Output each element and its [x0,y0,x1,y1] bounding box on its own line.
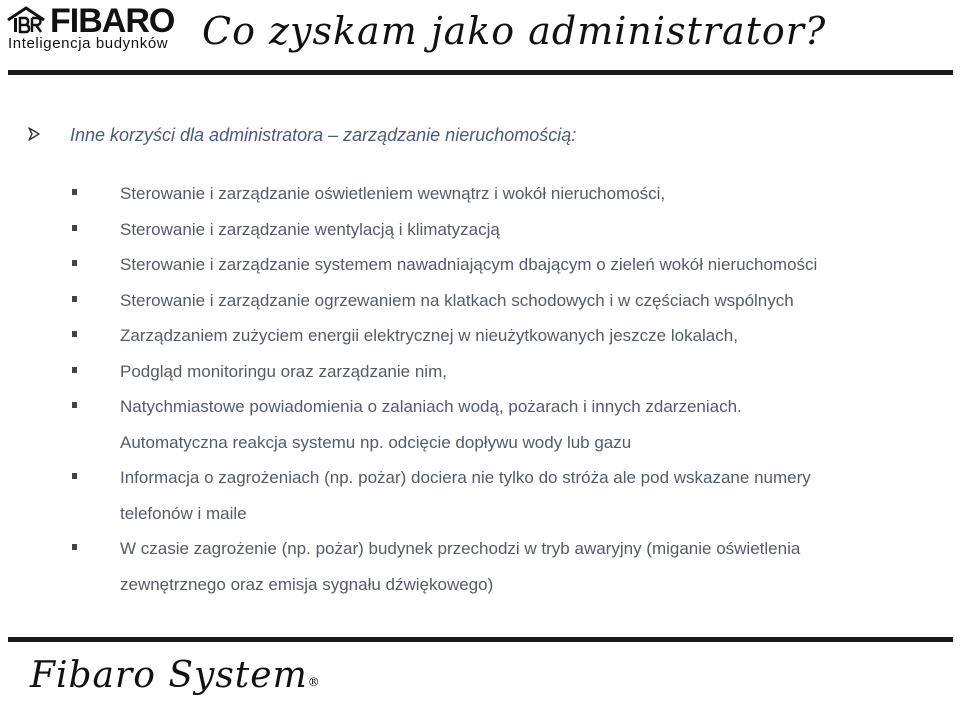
list-item-text: Zarządzaniem zużyciem energii elektrycznej w nieużytkowanych jeszcze lokalach, [120,326,738,345]
house-logo-icon [6,6,46,34]
list-item [70,283,950,319]
list-item-text: Sterowanie i zarządzanie oświetleniem wewnątrz i wokół nieruchomości, [120,184,666,203]
square-bullet-icon [72,402,77,408]
list-item-text: Sterowanie i zarządzanie ogrzewaniem na klatkach schodowych i w częściach wspólnych [120,290,794,310]
square-bullet-icon [72,473,77,479]
list-item-text: telefonów i maile [120,503,247,523]
list-item [70,460,950,496]
list-item [70,212,950,248]
logo-tagline: Inteligencja budynków [8,35,169,52]
list-item-text: zewnętrznego oraz emisja sygnału dźwiękowego) [120,574,494,594]
list-item [70,425,950,461]
list-item [70,176,950,212]
list-item-text: W czasie zagrożenie (np. pożar) budynek przechodzi w tryb awaryjny (miganie oświetlenia [120,539,801,558]
page-title: Co zyskam jako administrator? [202,9,827,53]
list-item [70,318,950,354]
footer-logo-text: Fibaro System [30,655,308,696]
list-item [70,247,950,283]
header [0,0,960,72]
square-bullet-icon [72,260,77,266]
square-bullet-icon [72,544,77,550]
list-item-text: Sterowanie i zarządzanie systemem nawadniającym dbającym o zieleń wokół nieruchomości [120,255,818,274]
list-item [70,567,950,603]
square-bullet-icon [72,225,77,231]
list-item-text: Informacja o zagrożeniach (np. pożar) dociera nie tylko do stróża ale pod wskazane numery [120,468,811,487]
bottom-divider [8,637,953,642]
logo-wordmark: FIBARO [50,2,175,40]
list-item [70,496,950,532]
list-item [70,389,950,425]
fibaro-logo [4,2,184,62]
arrow-bullet-icon [26,126,42,142]
list-item-text: Podgląd monitoringu oraz zarządzanie nim, [120,361,447,381]
registered-mark: ® [307,675,321,689]
square-bullet-icon [72,189,77,195]
square-bullet-icon [72,296,77,302]
list-item-text: Automatyczna reakcja systemu np. odcięcie dopływu wody lub gazu [120,432,632,452]
footer-logo [30,648,321,704]
square-bullet-icon [72,367,77,373]
top-divider [8,70,953,75]
list-item [70,354,950,390]
section-heading: Inne korzyści dla administratora – zarządzanie nieruchomością: [70,125,577,145]
list-item [70,531,950,567]
benefits-list [70,176,950,602]
list-item-text: Sterowanie i zarządzanie wentylacją i klimatyzacją [120,219,500,239]
list-item-text: Natychmiastowe powiadomienia o zalaniach wodą, pożarach i innych zdarzeniach. [120,397,742,416]
square-bullet-icon [72,331,77,337]
